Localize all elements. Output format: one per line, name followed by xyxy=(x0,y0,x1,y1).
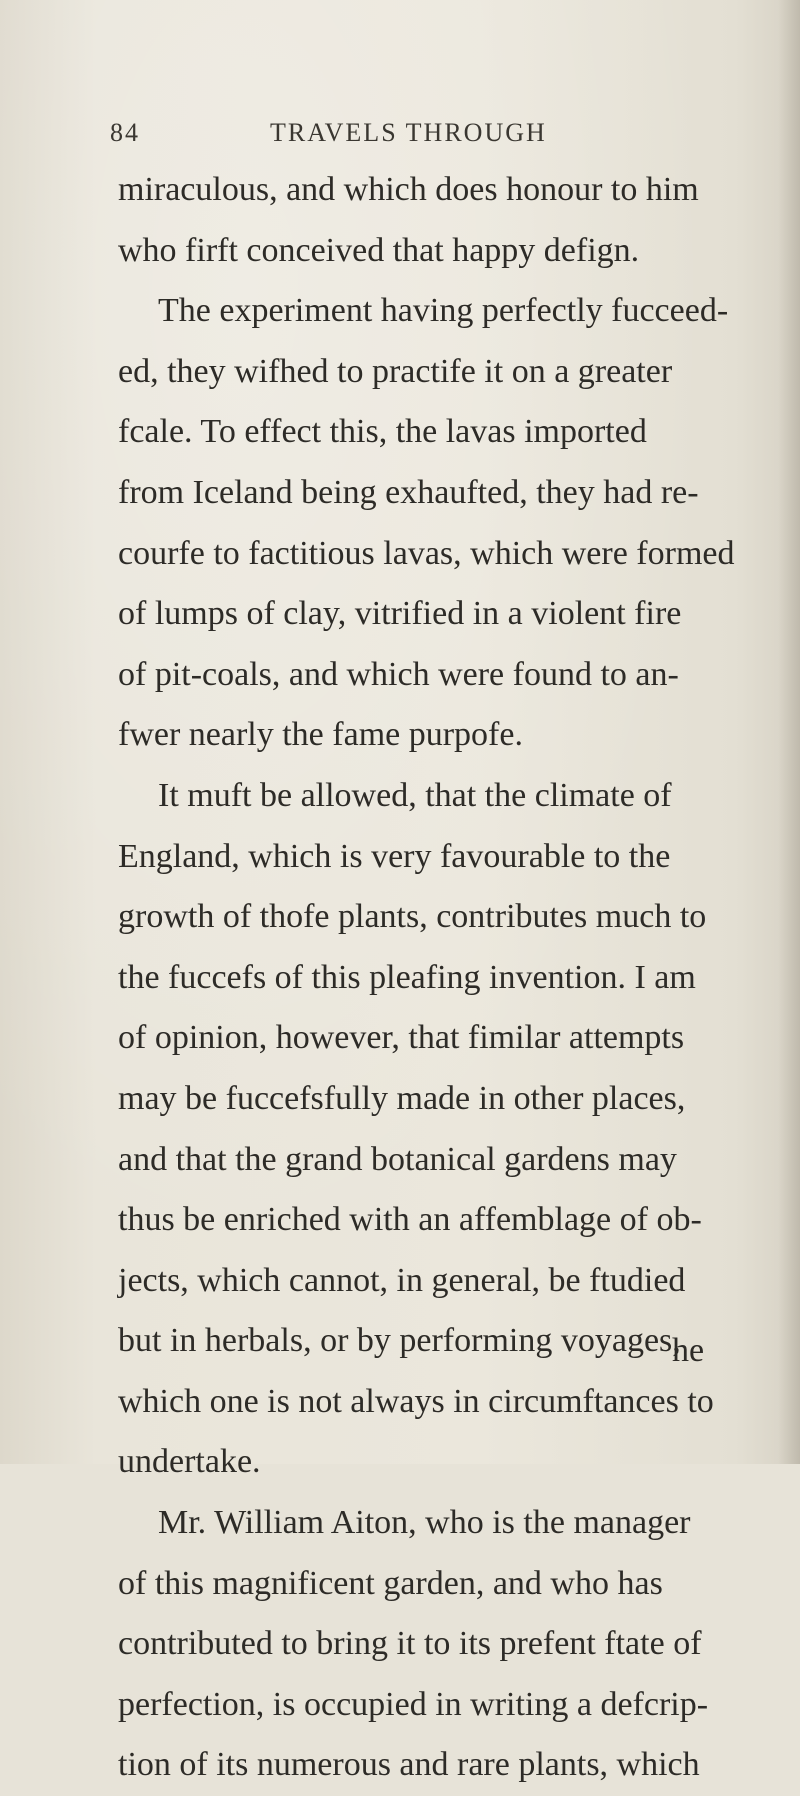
body-text xyxy=(118,160,778,1796)
text-line: Mr. William Aiton, who is the manager xyxy=(158,1504,691,1542)
text-line: miraculous, and which does honour to him xyxy=(118,171,699,208)
text-line: fcale. To effect this, the lavas imported xyxy=(118,413,647,451)
text-line: thus be enriched with an affemblage of ob- xyxy=(118,1201,702,1239)
text-line: of lumps of clay, vitrified in a violent fire xyxy=(118,595,682,633)
text-line: of opinion, however, that fimilar attempts xyxy=(118,1019,685,1057)
text-line: It muft be allowed, that the climate of xyxy=(158,776,672,814)
text-line: who firft conceived that happy defign. xyxy=(118,231,640,269)
text-line: perfection, is occupied in writing a defcrip- xyxy=(118,1685,709,1723)
text-line: and that the grand botanical gardens may xyxy=(118,1140,677,1178)
text-line: which one is not always in circumftances to xyxy=(118,1382,714,1420)
running-title: TRAVELS THROUGH xyxy=(270,118,547,147)
text-line: England, which is very favourable to the xyxy=(118,837,671,875)
page-edge-shadow xyxy=(778,0,800,1464)
text-line: growth of thofe plants, contributes much to xyxy=(118,898,707,936)
text-line: but in herbals, or by performing voyages, xyxy=(118,1322,681,1360)
text-line: The experiment having perfectly fucceed- xyxy=(158,292,729,330)
text-line: may be fuccefsfully made in other places, xyxy=(118,1079,686,1117)
text-line: courfe to factitious lavas, which were formed xyxy=(118,534,735,572)
text-line: jects, which cannot, in general, be ftudied xyxy=(118,1261,686,1299)
catchword: he xyxy=(672,1332,705,1369)
text-line: of this magnificent garden, and who has xyxy=(118,1564,663,1602)
text-line: from Iceland being exhaufted, they had re- xyxy=(118,473,699,511)
text-line: the fuccefs of this pleafing invention. I am xyxy=(118,958,696,996)
text-line: ed, they wifhed to practife it on a greater xyxy=(118,352,673,390)
page-number: 84 xyxy=(110,118,140,147)
text-line: of pit-coals, and which were found to an- xyxy=(118,655,679,693)
text-line: tion of its numerous and rare plants, which xyxy=(118,1746,700,1784)
text-line: contributed to bring it to its prefent ftate of xyxy=(118,1625,702,1663)
text-line: fwer nearly the fame purpofe. xyxy=(118,716,523,754)
running-head xyxy=(110,118,670,158)
text-line: undertake. xyxy=(118,1443,261,1481)
